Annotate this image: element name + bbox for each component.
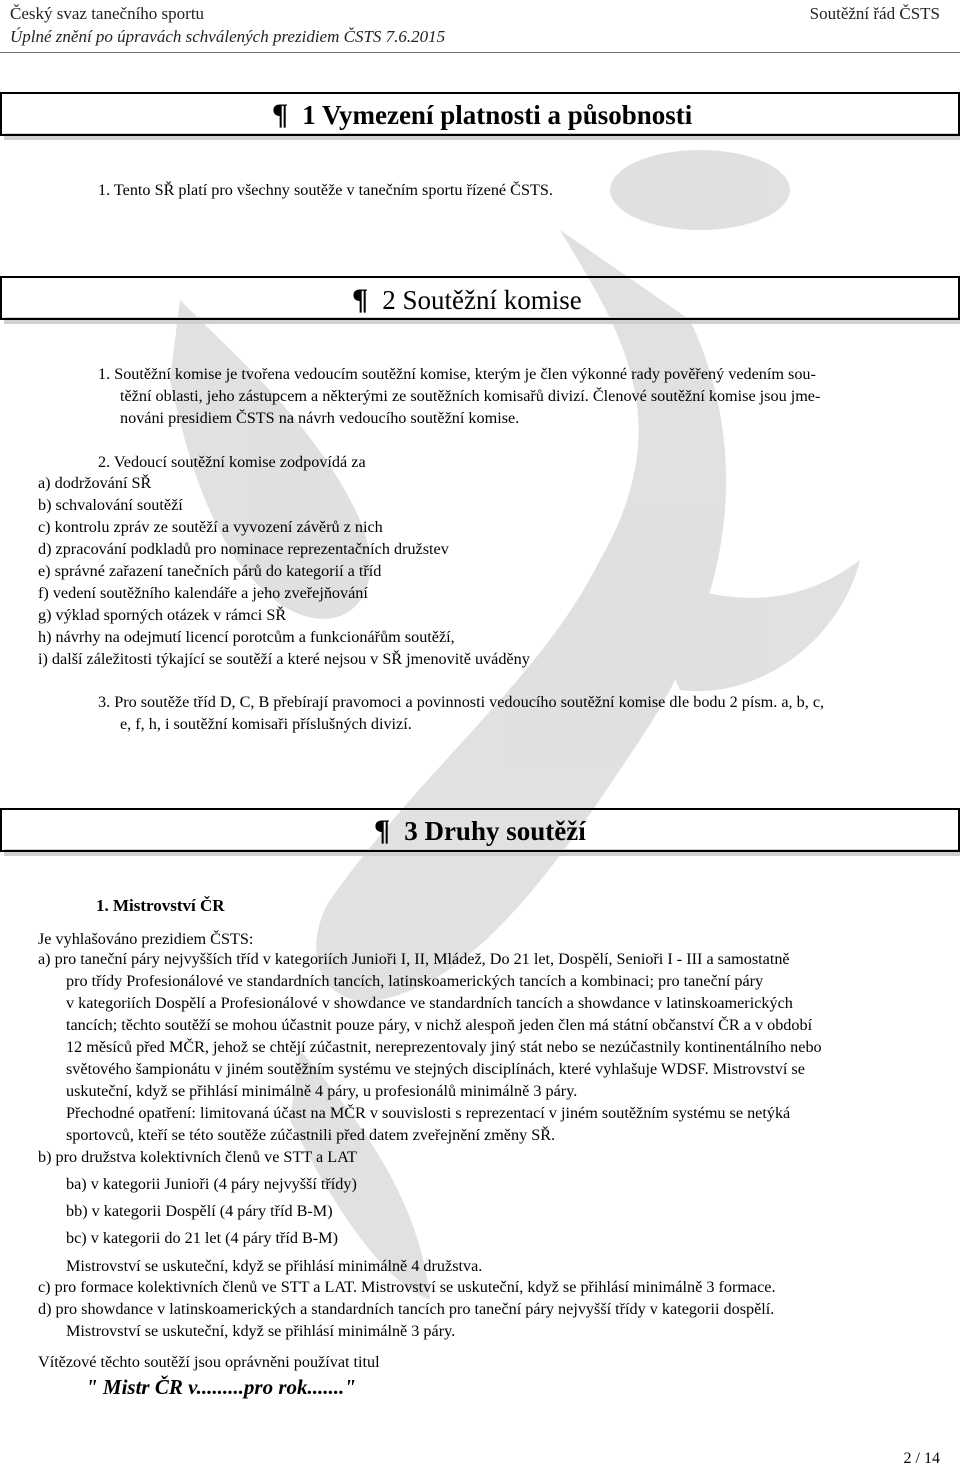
s2-p2-item-i: i) další záležitosti týkající se soutěží a které nejsou v SŘ jmenovitě uváděny xyxy=(38,650,530,668)
pilcrow-icon: ¶ xyxy=(352,283,369,316)
s3-a-line4: tancích; těchto soutěží se mohou účastnit pouze páry, v nichž alespoň jeden člen má státní občanství ČR a v období xyxy=(66,1016,813,1034)
s2-p2-item-b: b) schvalování soutěží xyxy=(38,496,183,514)
header-doc-name: Soutěžní řád ČSTS xyxy=(809,4,940,23)
s2-p1-line3: nováni presidiem ČSTS na návrh vedoucího soutěžní komise. xyxy=(120,409,520,427)
s3-d-line1: d) pro showdance v latinskoamerických a standardních tancích pro taneční páry nejvyšší třídy v kategorii dospělí. xyxy=(38,1300,775,1318)
s3-a-line8: Přechodné opatření: limitovaná účast na MČR v souvislosti s reprezentací v jiném soutěžním systému se netýká xyxy=(66,1104,791,1122)
s3-b-item-ba: ba) v kategorii Junioři (4 páry nejvyšší třídy) xyxy=(66,1175,357,1193)
s2-p2-item-a: a) dodržování SŘ xyxy=(38,474,152,492)
s2-p1-line2: těžní oblasti, jeho zástupcem a některými ze soutěžních komisařů divizí. Členové soutěžní komise jsou jme- xyxy=(120,387,821,405)
s3-a-line6: světového šampionátu v jiném soutěžním systému ve stejných disciplínách, které vyhlašuje WDSF. Mistrovství se xyxy=(66,1060,805,1078)
header-subtitle: Úplné znění po úpravách schválených prezidiem ČSTS 7.6.2015 xyxy=(10,27,446,46)
s2-p2-item-g: g) výklad sporných otázek v rámci SŘ xyxy=(38,606,287,624)
s3-a-line1: a) pro taneční páry nejvyšších tříd v kategoriích Junioři I, II, Mládež, Do 21 let, Dospělí, Senioři I - III a samostatně xyxy=(38,950,790,968)
section2-heading xyxy=(352,283,582,317)
s2-p2-item-d: d) zpracování podkladů pro nominace reprezentačních družstev xyxy=(38,540,449,558)
s3-b-item-bc: bc) v kategorii do 21 let (4 páry tříd B-M) xyxy=(66,1229,338,1247)
s3-winners: Vítězové těchto soutěží jsou oprávněni používat titul xyxy=(38,1353,380,1371)
s3-a-line3: v kategoriích Dospělí a Profesionálové v showdance ve standardních tancích a showdance v latinskoamerických xyxy=(66,994,793,1012)
s3-a-line7: uskuteční, když se přihlásí minimálně 4 páry, u profesionálů minimálně 3 páry. xyxy=(66,1082,578,1100)
section2-title: 2 Soutěžní komise xyxy=(382,285,582,315)
s2-p1-line1: 1. Soutěžní komise je tvořena vedoucím soutěžní komise, kterým je člen výkonné rady pověřený vedením sou- xyxy=(98,365,816,383)
s2-p2-item-c: c) kontrolu zpráv ze soutěží a vyvození závěrů z nich xyxy=(38,518,383,536)
s3-a-line9: sportovců, kteří se této soutěže zúčastnili před datem zveřejnění změny SŘ. xyxy=(66,1126,556,1144)
section3-heading xyxy=(374,814,586,848)
s3-b-intro: b) pro družstva kolektivních členů ve STT a LAT xyxy=(38,1148,357,1166)
section1-item: 1. Tento SŘ platí pro všechny soutěže v tanečním sportu řízené ČSTS. xyxy=(98,181,553,199)
s2-p3-line2: e, f, h, i soutěžní komisaři příslušných divizí. xyxy=(120,715,412,733)
page-number: 2 / 14 xyxy=(903,1450,940,1467)
s3-a-line2: pro třídy Profesionálové ve standardních tancích, latinskoamerických tancích a kombinaci; pro taneční páry xyxy=(66,972,764,990)
s2-p2-intro: 2. Vedoucí soutěžní komise zodpovídá za xyxy=(98,453,366,471)
s3-title-text: " Mistr ČR v.........pro rok......." xyxy=(86,1375,356,1399)
s3-c-line: c) pro formace kolektivních členů ve STT a LAT. Mistrovství se uskuteční, když se přihlásí minimálně 3 formace. xyxy=(38,1278,776,1296)
pilcrow-icon: ¶ xyxy=(374,814,391,847)
s2-p3-line1: 3. Pro soutěže tříd D, C, B přebírají pravomoci a povinnosti vedoucího soutěžní komise dle bodu 2 písm. a, b, c, xyxy=(98,693,825,711)
s2-p2-item-f: f) vedení soutěžního kalendáře a jeho zveřejňování xyxy=(38,584,368,602)
s3-b-note: Mistrovství se uskuteční, když se přihlásí minimálně 4 družstva. xyxy=(66,1257,483,1275)
section1-title: 1 Vymezení platnosti a působnosti xyxy=(302,100,693,130)
header-rule xyxy=(0,52,960,53)
s3-intro: Je vyhlašováno prezidiem ČSTS: xyxy=(38,930,254,948)
s2-p2-item-e: e) správné zařazení tanečních párů do kategorií a tříd xyxy=(38,562,382,580)
s3-d-line2: Mistrovství se uskuteční, když se přihlásí minimálně 3 páry. xyxy=(66,1322,456,1340)
pilcrow-icon: ¶ xyxy=(272,98,289,131)
section3-title: 3 Druhy soutěží xyxy=(404,816,586,846)
s3-b-item-bb: bb) v kategorii Dospělí (4 páry tříd B-M) xyxy=(66,1202,333,1220)
s3-sub1: 1. Mistrovství ČR xyxy=(96,896,225,915)
section1-heading xyxy=(272,98,692,132)
header-org: Český svaz tanečního sportu xyxy=(10,4,205,23)
s2-p2-item-h: h) návrhy na odejmutí licencí porotcům a funkcionářům soutěží, xyxy=(38,628,455,646)
s3-a-line5: 12 měsíců před MČR, jehož se chtějí zúčastnit, nereprezentovaly jiný stát nebo se nezúčastnily kontinentálního nebo xyxy=(66,1038,822,1056)
